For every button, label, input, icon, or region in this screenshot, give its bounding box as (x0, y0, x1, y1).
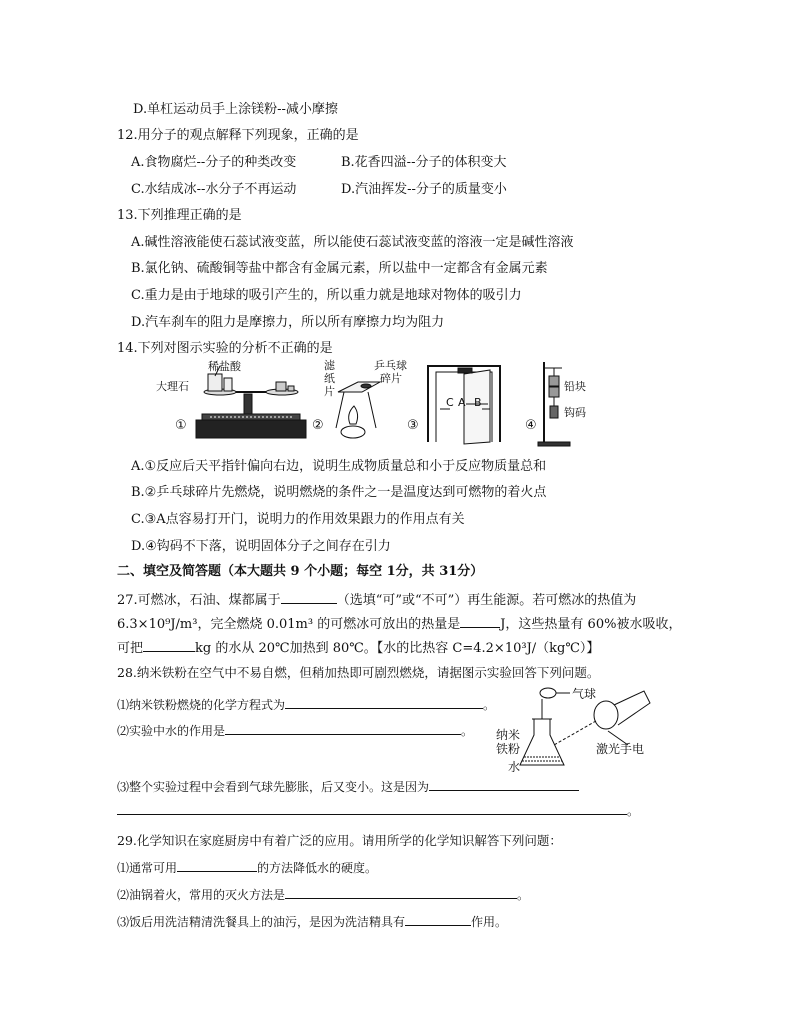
q29-blank-1[interactable] (177, 858, 257, 872)
q28-part-3-continued (117, 801, 639, 820)
q27-text-2a: 6.3×10⁹J/m³，完全燃烧 0.01m³ 的可燃冰可放出的热量是 (117, 617, 461, 632)
pingpong-label-1: 乒乓球 (374, 359, 407, 372)
q14-option-c: C.③A点容易打开门，说明力的作用效果跟力的作用点有关 (131, 512, 465, 527)
q13-option-c: C.重力是由于地球的吸引产生的，所以重力就是地球对物体的吸引力 (131, 288, 522, 303)
q28-part-3-text: ⑶整个实验过程中会看到气球先膨胀，后又变小。这是因为 (117, 780, 430, 794)
marble-label: 大理石 (156, 380, 189, 393)
q29-blank-3[interactable] (405, 912, 471, 926)
q28-blank-3b[interactable] (117, 801, 627, 815)
filter-paper-label-3: 片 (324, 385, 335, 398)
q12-option-d: D.汽油挥发--分子的质量变小 (341, 182, 507, 197)
q14-option-d: D.④钩码不下落，说明固体分子之间存在引力 (131, 539, 391, 554)
q29-blank-2[interactable] (285, 885, 517, 899)
q27-text-3b: kg 的水从 20℃加热到 80℃。【水的比热容 C=4.2×10³J/（kg℃）】 (195, 641, 600, 656)
filter-paper-label-1: 滤 (324, 359, 335, 372)
q29-part-1-text-b: 的方法降低水的硬度。 (257, 861, 378, 875)
q28-stem: 28.纳米铁粉在空气中不易自燃，但稍加热即可剧烈燃烧，请据图示实验回答下列问题。 (117, 665, 600, 680)
q27-text-3a: 可把 (117, 641, 144, 656)
q11-option-d: D.单杠运动员手上涂镁粉--减小摩擦 (133, 102, 338, 117)
filter-paper-label-2: 纸 (324, 372, 335, 385)
q28-part-2-end: 。 (461, 724, 474, 738)
figure-burner (312, 358, 407, 438)
q13-option-b: B.氯化钠、硫酸铜等盐中都含有金属元素，所以盐中一定都含有金属元素 (131, 261, 548, 276)
q27-text-2b: J，这些热量有 60%被水吸收， (500, 617, 682, 632)
q14-figure (140, 358, 600, 450)
water-label: 水 (508, 760, 521, 774)
q14-stem: 14.下列对图示实验的分析不正确的是 (117, 341, 333, 356)
q12-option-a: A.食物腐烂--分子的种类改变 (131, 155, 297, 170)
q12-option-b: B.花香四溢--分子的体积变大 (341, 155, 507, 170)
q29-part-1 (117, 858, 377, 877)
point-c-label: C (446, 396, 454, 409)
q27-line-2 (117, 614, 681, 634)
fig3-number: ③ (407, 418, 419, 433)
q14-option-b: B.②乒乓球碎片先燃烧，说明燃烧的条件之一是温度达到可燃物的着火点 (131, 485, 547, 500)
figure-balance (156, 359, 306, 438)
q14-option-a: A.①反应后天平指针偏向右边，说明生成物质量总和小于反应物质量总和 (131, 459, 547, 474)
q13-option-d: D.汽车刹车的阻力是摩擦力，所以所有摩擦力均为阻力 (131, 315, 445, 330)
laser-label: 激光手电 (596, 742, 645, 756)
q12-stem: 12.用分子的观点解释下列现象，正确的是 (117, 128, 359, 143)
q28-figure (488, 685, 678, 777)
lead-block-label: 铅块 (564, 380, 586, 393)
q27-text-1a: 27.可燃冰，石油、煤都属于 (117, 593, 281, 608)
q29-stem: 29.化学知识在家庭厨房中有着广泛的应用。请用所学的化学知识解答下列问题： (117, 833, 562, 848)
q28-part-3-end: 。 (627, 804, 640, 818)
q29-part-1-text-a: ⑴通常可用 (117, 861, 178, 875)
q27-blank-1[interactable] (281, 590, 337, 604)
dilute-acid-label: 稀盐酸 (208, 360, 241, 373)
fig2-number: ② (312, 418, 324, 433)
q29-part-3-text-a: ⑶饭后用洗洁精清洗餐具上的油污，是因为洗洁精具有 (117, 915, 406, 929)
q13-stem: 13.下列推理正确的是 (117, 208, 242, 223)
section-2-title: 二、填空及简答题（本大题共 9 个小题；每空 1分，共 31分） (117, 564, 484, 579)
q27-text-1b: （选填“可”或“不可”）再生能源。若可燃冰的热值为 (336, 593, 637, 608)
point-b-label: B (474, 396, 482, 409)
fig1-number: ① (175, 418, 187, 433)
q29-part-3 (117, 912, 507, 931)
figure-door (407, 366, 500, 444)
q29-part-2 (117, 885, 529, 904)
nano-iron-label-1: 纳米 (496, 728, 521, 742)
q28-blank-3a[interactable] (429, 777, 579, 791)
q28-part-3 (117, 777, 579, 796)
q28-part-1 (117, 695, 495, 714)
weight-label: 钩码 (564, 406, 586, 419)
pingpong-label-2: 碎片 (380, 372, 402, 385)
balloon-label: 气球 (572, 687, 597, 701)
point-a-label: A (458, 396, 466, 409)
q29-part-2-text-a: ⑵油锅着火，常用的灭火方法是 (117, 888, 286, 902)
q28-part-1-text: ⑴纳米铁粉燃烧的化学方程式为 (117, 698, 286, 712)
q28-part-2-text: ⑵实验中水的作用是 (117, 724, 226, 738)
q27-blank-2[interactable] (460, 614, 500, 628)
q13-option-a: A.碱性溶液能使石蕊试液变蓝，所以能使石蕊试液变蓝的溶液一定是碱性溶液 (131, 235, 574, 250)
q27-line-3 (117, 638, 599, 658)
q29-part-3-text-b: 作用。 (471, 915, 508, 929)
q28-part-1-end: 。 (483, 698, 496, 712)
q27-line-1 (117, 590, 636, 610)
q28-part-2 (117, 721, 473, 740)
q28-blank-2[interactable] (225, 721, 461, 735)
fig4-number: ④ (525, 418, 537, 433)
figure-lead-block (525, 362, 586, 446)
nano-iron-label-2: 铁粉 (496, 742, 521, 756)
q27-blank-3[interactable] (143, 638, 195, 652)
q29-part-2-text-b: 。 (517, 888, 530, 902)
q12-option-c: C.水结成冰--水分子不再运动 (131, 182, 297, 197)
q28-blank-1[interactable] (285, 695, 483, 709)
